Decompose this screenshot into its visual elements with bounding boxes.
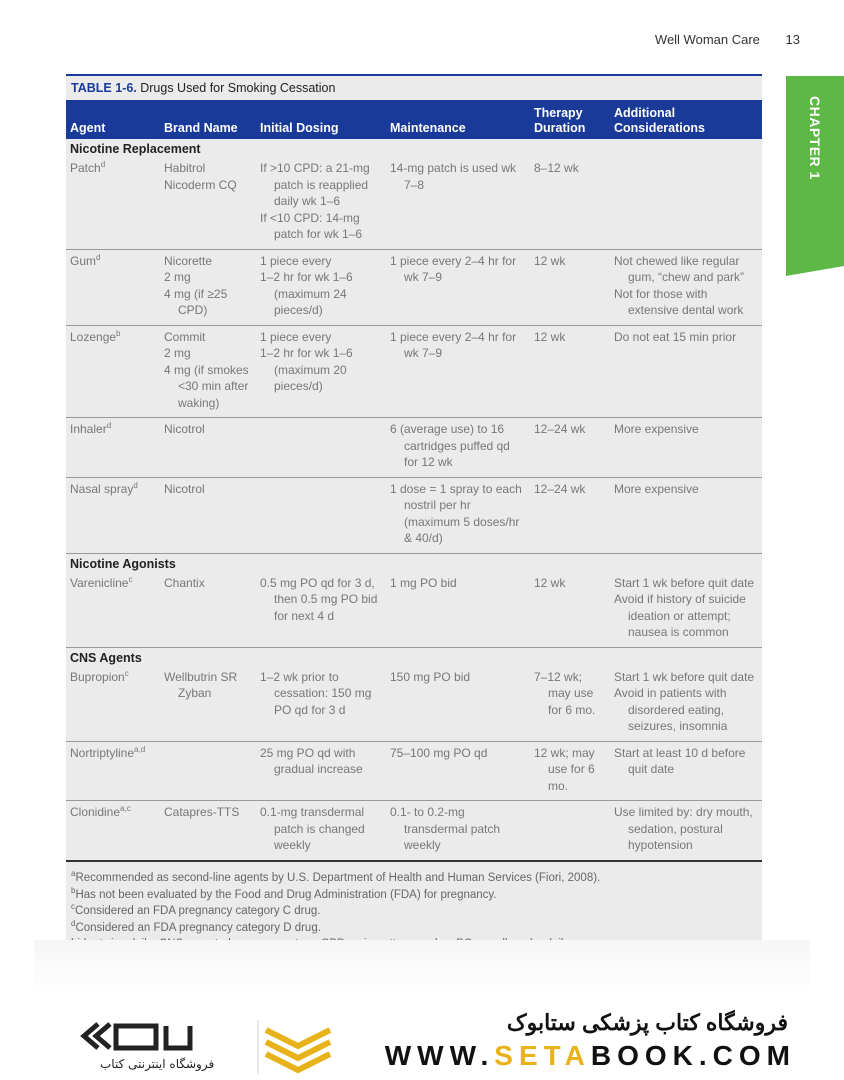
footnote-d-mark: d xyxy=(71,918,76,928)
col-initial: Initial Dosing xyxy=(256,100,386,139)
store-url xyxy=(385,1040,796,1072)
initial-cell xyxy=(256,572,386,648)
footnote-ref: c xyxy=(124,668,129,678)
initial-cell xyxy=(256,801,386,861)
brand-line: 2 mg xyxy=(164,346,191,360)
agent-cell xyxy=(66,249,160,325)
maintenance-line: 14-mg patch is used wk 7–8 xyxy=(390,161,517,192)
footnote-ref: a,c xyxy=(120,804,131,813)
footnote-d xyxy=(71,920,600,937)
maintenance-cell xyxy=(386,801,530,861)
brand-cell xyxy=(160,801,256,861)
maintenance-line: 75–100 mg PO qd xyxy=(390,745,488,760)
footnote-ref: a,d xyxy=(134,744,146,754)
maintenance-line: 6 (average use) to 16 cartridges puffed qd for 12 wk xyxy=(390,422,510,469)
considerations-cell xyxy=(610,741,762,801)
considerations-line: More expensive xyxy=(614,422,699,436)
group-row-nicotine-agonists xyxy=(66,553,762,572)
footnote-b-text: Has not been evaluated by the Food and Drug Administration (FDA) for pregnancy. xyxy=(75,888,497,901)
maintenance-line: 1 piece every 2–4 hr for wk 7–9 xyxy=(390,253,517,284)
chapter-tab xyxy=(786,76,844,266)
brand-line: Nicorette xyxy=(164,253,213,268)
maintenance-line: 0.1- to 0.2-mg transdermal patch weekly xyxy=(390,805,501,852)
logo-word-mark xyxy=(116,1026,156,1048)
considerations-line: Start at least 10 d before quit date xyxy=(614,745,746,776)
considerations-line: More expensive xyxy=(614,481,699,496)
running-head xyxy=(655,32,800,47)
maintenance-line: 1 mg PO bid xyxy=(390,575,457,590)
footnote-ref: d xyxy=(106,421,112,430)
initial-line: 1–2 hr for wk 1–6 (maximum 24 pieces/d) xyxy=(260,270,353,317)
duration-cell xyxy=(530,325,610,418)
footnote-b xyxy=(71,887,600,904)
maintenance-cell xyxy=(386,477,530,553)
brand-cell xyxy=(160,666,256,742)
considerations-cell xyxy=(610,249,762,325)
considerations-cell xyxy=(610,572,762,648)
maintenance-cell xyxy=(386,325,530,418)
duration-cell xyxy=(530,418,610,478)
logo-tagline: فروشگاه اینترنتی کتاب xyxy=(100,1057,215,1071)
initial-line: 0.5 mg PO qd for 3 d, then 0.5 mg PO bid for next 4 d xyxy=(260,575,378,623)
initial-line: If >10 CPD: a 21-mg patch is reapplied daily wk 1–6 xyxy=(260,161,370,208)
brand-line: Commit xyxy=(164,329,206,344)
group-heading: Nicotine Replacement xyxy=(70,142,201,156)
duration-cell xyxy=(530,249,610,325)
initial-cell xyxy=(256,325,386,418)
book-stack-icon xyxy=(266,1030,330,1070)
brand-line: Catapres-TTS xyxy=(164,805,240,819)
brand-line: Wellbutrin SR Zyban xyxy=(164,669,238,700)
logo-chevrons-icon xyxy=(84,1024,110,1048)
duration-cell xyxy=(530,572,610,648)
maintenance-cell xyxy=(386,249,530,325)
footnote-a xyxy=(71,870,600,887)
table-panel xyxy=(66,74,762,956)
maintenance-line: 150 mg PO bid xyxy=(390,669,471,684)
brand-line: Habitrol xyxy=(164,161,206,175)
col-brand: Brand Name xyxy=(160,100,256,139)
footnote-ref: c xyxy=(128,574,133,584)
initial-cell xyxy=(256,249,386,325)
duration-line: 12–24 wk xyxy=(534,422,586,436)
agent-cell xyxy=(66,325,160,418)
duration-line: 12 wk xyxy=(534,253,566,268)
group-heading: Nicotine Agonists xyxy=(70,556,176,571)
footnote-c-text: Considered an FDA pregnancy category C drug. xyxy=(75,905,321,917)
brand-line: Nicoderm CQ xyxy=(164,177,237,192)
brand-line: 4 mg (if ≥25 CPD) xyxy=(164,286,228,317)
footnote-ref: d xyxy=(100,160,106,169)
logo-word-mark-2 xyxy=(166,1026,190,1048)
url-part-2: SETA xyxy=(494,1040,591,1071)
duration-line: 7–12 wk; may use for 6 mo. xyxy=(534,669,596,717)
initial-line: If <10 CPD: 14-mg patch for wk 1–6 xyxy=(260,210,363,241)
table-header-row xyxy=(66,100,762,139)
footnote-b-mark: b xyxy=(71,885,76,895)
initial-cell xyxy=(256,477,386,553)
setabook-logo xyxy=(80,1016,340,1078)
duration-cell xyxy=(530,157,610,249)
considerations-cell xyxy=(610,801,762,861)
maintenance-cell xyxy=(386,157,530,249)
considerations-line: Start 1 wk before quit date xyxy=(614,575,755,590)
agent-name: Bupropion xyxy=(70,669,125,684)
brand-cell xyxy=(160,157,256,249)
considerations-line: Do not eat 15 min prior xyxy=(614,329,737,344)
table-row xyxy=(66,249,762,325)
footnote-d-text: Considered an FDA pregnancy category D drug. xyxy=(75,921,321,934)
table-row xyxy=(66,666,762,742)
col-duration-l1: Therapy xyxy=(534,106,583,120)
brand-line: Nicotrol xyxy=(164,481,205,496)
footnote-ref: b xyxy=(116,328,121,338)
col-considerations xyxy=(610,100,762,139)
group-row-cns-agents xyxy=(66,647,762,666)
footnote-c xyxy=(71,903,600,920)
brand-line: 4 mg (if smokes <30 min after waking) xyxy=(164,362,249,410)
considerations-line: Not chewed like regular gum, “chew and park” xyxy=(614,253,745,284)
page-number: 13 xyxy=(785,32,800,47)
brand-line: 2 mg xyxy=(164,270,191,284)
initial-line: 1 piece every xyxy=(260,253,332,268)
considerations-line: Start 1 wk before quit date xyxy=(614,669,755,684)
considerations-line: Not for those with extensive dental work xyxy=(614,286,744,317)
agent-name: Inhaler xyxy=(70,422,107,436)
brand-line: Nicotrol xyxy=(164,422,205,436)
maintenance-line: 1 dose = 1 spray to each nostril per hr (maximum 5 doses/hr & 40/d) xyxy=(390,481,522,545)
agent-cell xyxy=(66,477,160,553)
duration-line: 8–12 wk xyxy=(534,161,579,175)
brand-line: Chantix xyxy=(164,575,205,590)
maintenance-cell xyxy=(386,741,530,801)
considerations-cell xyxy=(610,418,762,478)
page-shadow xyxy=(34,940,810,994)
section-title: Well Woman Care xyxy=(654,32,760,47)
duration-line: 12 wk xyxy=(534,575,566,590)
brand-cell xyxy=(160,325,256,418)
col-duration xyxy=(530,100,610,139)
agent-cell xyxy=(66,666,160,742)
agent-cell xyxy=(66,572,160,648)
table-label: TABLE 1-6. xyxy=(71,81,137,95)
url-part-3: BOOK.COM xyxy=(590,1040,796,1071)
duration-line: 12 wk xyxy=(534,329,566,344)
initial-cell xyxy=(256,157,386,249)
table-row xyxy=(66,801,762,861)
drug-table xyxy=(66,100,762,862)
group-heading: CNS Agents xyxy=(70,650,142,665)
agent-name: Gum xyxy=(70,253,97,268)
maintenance-cell xyxy=(386,666,530,742)
agent-name: Nortriptyline xyxy=(70,745,135,760)
initial-line: 1–2 wk prior to cessation: 150 mg PO qd for 3 d xyxy=(260,669,372,717)
brand-cell xyxy=(160,249,256,325)
agent-name: Lozenge xyxy=(70,329,117,344)
table-row xyxy=(66,572,762,648)
store-name: فروشگاه کتاب پزشکی ستابوک xyxy=(506,1010,788,1035)
brand-cell xyxy=(160,477,256,553)
table-top-rule xyxy=(66,74,762,76)
maintenance-cell xyxy=(386,418,530,478)
agent-cell xyxy=(66,801,160,861)
table-row xyxy=(66,157,762,249)
footnote-ref: d xyxy=(96,252,101,262)
table-row xyxy=(66,477,762,553)
initial-line: 25 mg PO qd with gradual increase xyxy=(260,745,363,776)
agent-cell xyxy=(66,157,160,249)
table-body xyxy=(66,139,762,861)
considerations-cell xyxy=(610,477,762,553)
col-maintenance: Maintenance xyxy=(386,100,530,139)
table-title: Drugs Used for Smoking Cessation xyxy=(140,81,336,95)
chapter-label: CHAPTER 1 xyxy=(807,96,823,180)
agent-name: Varenicline xyxy=(70,575,129,590)
considerations-cell xyxy=(610,325,762,418)
agent-name: Nasal spray xyxy=(70,481,134,496)
initial-cell xyxy=(256,418,386,478)
duration-cell xyxy=(530,477,610,553)
agent-cell xyxy=(66,741,160,801)
initial-line: 1 piece every xyxy=(260,329,332,344)
initial-line: 0.1-mg transdermal patch is changed weekly xyxy=(260,805,365,852)
url-part-1: WWW. xyxy=(384,1040,495,1071)
brand-cell xyxy=(160,741,256,801)
footnote-ref: d xyxy=(133,480,138,490)
footnote-a-text: Recommended as second-line agents by U.S. Department of Health and Human Services (Fiori, 2008). xyxy=(75,872,601,884)
considerations-line: Avoid in patients with disordered eating, seizures, insomnia xyxy=(614,686,728,733)
table-row xyxy=(66,741,762,801)
col-agent: Agent xyxy=(66,100,160,139)
col-duration-l2: Duration xyxy=(534,121,586,135)
initial-line: 1–2 hr for wk 1–6 (maximum 20 pieces/d) xyxy=(260,346,353,393)
agent-name: Clonidine xyxy=(70,805,121,819)
considerations-line: Use limited by: dry mouth, sedation, postural hypotension xyxy=(614,805,753,852)
duration-cell xyxy=(530,801,610,861)
agent-name: Patch xyxy=(70,161,101,175)
duration-line: 12–24 wk xyxy=(534,481,586,496)
duration-cell xyxy=(530,666,610,742)
col-considerations-l2: Considerations xyxy=(614,121,705,135)
footnote-c-mark: c xyxy=(71,902,75,912)
footnote-a-mark: a xyxy=(71,869,76,879)
duration-line: 12 wk; may use for 6 mo. xyxy=(534,745,595,793)
table-row xyxy=(66,325,762,418)
considerations-cell xyxy=(610,666,762,742)
brand-cell xyxy=(160,572,256,648)
maintenance-cell xyxy=(386,572,530,648)
initial-cell xyxy=(256,666,386,742)
considerations-line: Avoid if history of suicide ideation or attempt; nausea is common xyxy=(614,592,746,639)
table-caption xyxy=(71,81,335,95)
initial-cell xyxy=(256,741,386,801)
brand-cell xyxy=(160,418,256,478)
duration-cell xyxy=(530,741,610,801)
maintenance-line: 1 piece every 2–4 hr for wk 7–9 xyxy=(390,329,517,360)
agent-cell xyxy=(66,418,160,478)
table-row xyxy=(66,418,762,478)
considerations-cell xyxy=(610,157,762,249)
group-row-nicotine-replacement xyxy=(66,139,762,157)
col-considerations-l1: Additional xyxy=(614,106,676,120)
